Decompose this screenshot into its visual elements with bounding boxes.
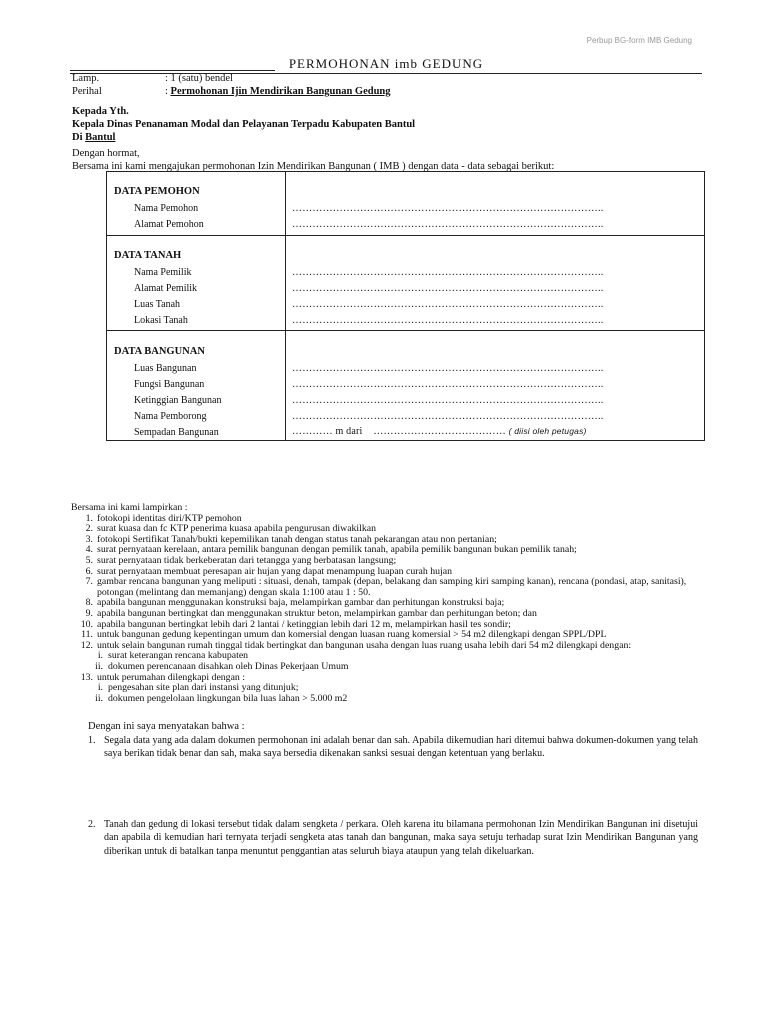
address-line-2: Kepala Dinas Penanaman Modal dan Pelayanan Terpadu Kabupaten Bantul (72, 119, 416, 130)
attachment-number: 9. (85, 607, 93, 619)
field-input-ketinggian-bangunan[interactable]: ……………………………………………………………………………….. (292, 395, 604, 406)
field-label-alamat-pemohon: Alamat Pemohon (134, 219, 204, 230)
attachment-text: gambar rencana bangunan yang meliputi : situasi, denah, tampak (depan, belakang dan samping kiri samping kanan), rencana (pondasi, atap, sanitasi), potongan (melintang dan memanjang) dengan skala 1:100 atau 1 : 50. (97, 576, 687, 598)
perihal-row (72, 85, 391, 98)
field-label-luas-tanah: Luas Tanah (134, 299, 181, 310)
perihal-label: Perihal (72, 86, 102, 97)
attachments-heading: Bersama ini kami lampirkan : (71, 502, 188, 513)
attachment-text: surat pernyataan tidak berkeberatan dari tetangga yang berbatasan langsung; (97, 554, 397, 566)
section-heading-pemohon: DATA PEMOHON (114, 186, 200, 197)
field-label-nama-pemborong: Nama Pemborong (134, 411, 207, 422)
attachment-number: 12. (80, 639, 93, 651)
declaration-number-2: 2. (88, 819, 96, 830)
document-header-note: Perbup BG-form IMB Gedung (586, 36, 692, 45)
sempadan-reference: ………………………………… (373, 426, 506, 437)
attachment-text: dokumen pengelolaan lingkungan bila luas lahan > 5.000 m2 (108, 692, 348, 704)
attachment-text: apabila bangunan menggunakan konstruksi baja, melampirkan gambar dan perhitungan konstruksi baja; (97, 597, 505, 609)
field-label-fungsi-bangunan: Fungsi Bangunan (134, 379, 205, 390)
field-input-lokasi-tanah[interactable]: ……………………………………………………………………………….. (292, 315, 604, 326)
declaration-text-2: Tanah dan gedung di lokasi tersebut tidak dalam sengketa / perkara. Oleh karena itu bilamana permohonan Izin Mendirikan Bangunan ini disetujui dan apabila di kemudian hari ternyata terjadi sengketa atas tanah dan bangunan, maka saya setuju terhadap surat Izin Mendirikan Bangunan yang diberikan untuk di batalkan tanpa menuntut penggantian atas seluruh biaya ataupun yang telah dikeluarkan. (104, 819, 698, 857)
lamp-label: Lamp. (72, 73, 100, 84)
meta-block (72, 72, 391, 98)
attachment-text: dokumen perencanaan disahkan oleh Dinas Pekerjaan Umum (108, 660, 349, 672)
attachment-number: 13. (80, 671, 93, 683)
field-label-sempadan-bangunan: Sempadan Bangunan (134, 427, 219, 438)
attachment-number: 7. (85, 576, 93, 588)
attachment-item (71, 577, 702, 598)
field-input-luas-bangunan[interactable]: ……………………………………………………………………………….. (292, 363, 604, 374)
declaration-point-1 (88, 734, 698, 761)
address-line-3 (72, 131, 415, 144)
attachment-number: 11. (81, 629, 93, 641)
attachment-text: untuk selain bangunan rumah tinggal tidak bertingkat dan bangunan usaha dengan luas ruang usaha lebih dari 54 m2 dilengkapi dengan: (97, 639, 632, 651)
declaration-heading: Dengan ini saya menyatakan bahwa : (88, 721, 245, 732)
field-input-fungsi-bangunan[interactable]: ……………………………………………………………………………….. (292, 379, 604, 390)
lamp-value: : 1 (satu) bendel (165, 73, 233, 84)
attachments-block (71, 503, 702, 704)
attachment-number: ii. (95, 692, 103, 704)
attachment-number: 8. (85, 597, 93, 609)
declaration-text-1: Segala data yang ada dalam dokumen permohonan ini adalah benar dan sah. Apabila dikemudian hari ditemui bahwa dokumen-dokumen yang telah saya berikan tidak benar dan sah, maka saya bersedia dikenakan sanksi sesuai dengan ketentuan yang berlaku. (104, 735, 698, 760)
address-line-1: Kepada Yth. (72, 106, 129, 117)
attachment-number: 5. (85, 554, 93, 566)
attachment-number: 3. (85, 533, 93, 545)
attachment-subitem (71, 694, 702, 705)
address-place: Bantul (85, 132, 116, 143)
attachment-text: surat pernyataan kerelaan, antara pemilik bangunan dengan pemilik tanah, apabila pemilik bangunan bukan pemilik tanah; (97, 544, 577, 556)
field-input-sempadan-bangunan[interactable] (292, 426, 587, 437)
lamp-row (72, 72, 391, 85)
data-form-table (106, 171, 705, 441)
field-label-luas-bangunan: Luas Bangunan (134, 363, 197, 374)
section-heading-bangunan: DATA BANGUNAN (114, 346, 205, 357)
intro-text: Bersama ini kami mengajukan permohonan Izin Mendirikan Bangunan ( IMB ) dengan data - data sebagai berikut: (72, 161, 555, 172)
declaration-point-2 (88, 818, 698, 858)
sempadan-distance: ………… m dari (292, 426, 363, 437)
intro-block (72, 147, 554, 173)
attachment-text: untuk bangunan gedung kepentingan umum dan komersial dengan luasan ruang komersial > 54 m2 dilengkapi dengan SPPL/DPL (97, 629, 607, 641)
attachments-sublist-12 (71, 651, 702, 672)
attachment-number: i. (97, 650, 103, 662)
field-input-nama-pemilik[interactable]: ……………………………………………………………………………….. (292, 267, 604, 278)
field-label-ketinggian-bangunan: Ketinggian Bangunan (134, 395, 222, 406)
document-title: PERMOHONAN imb GEDUNG (288, 56, 484, 71)
attachments-list (71, 514, 702, 652)
attachment-number: 10. (80, 618, 93, 630)
attachment-text: surat keterangan rencana kabupaten (108, 650, 249, 662)
attachment-number: i. (97, 682, 103, 694)
perihal-colon: : (165, 86, 171, 97)
address-prefix: Di (72, 132, 86, 143)
attachment-text: untuk perumahan dilengkapi dengan : (97, 671, 246, 683)
greeting: Dengan hormat, (72, 148, 140, 159)
attachment-number: 1. (85, 512, 93, 524)
field-input-nama-pemborong[interactable]: ……………………………………………………………………………….. (292, 411, 604, 422)
attachment-number: 4. (85, 544, 93, 556)
attachment-text: apabila bangunan bertingkat lebih dari 2 lantai / ketinggian lebih dari 12 m, melampirkan hasil tes sondir; (97, 618, 511, 630)
attachment-number: 6. (85, 565, 93, 577)
form-column-divider (285, 172, 286, 440)
field-label-lokasi-tanah: Lokasi Tanah (134, 315, 188, 326)
sempadan-note: ( diisi oleh petugas) (508, 426, 587, 436)
attachments-sublist-13 (71, 683, 702, 704)
attachment-text: surat pernyataan membuat peresapan air hujan yang dapat menampung luapan curah hujan (97, 565, 452, 577)
field-label-alamat-pemilik: Alamat Pemilik (134, 283, 198, 294)
address-block (72, 105, 415, 144)
attachment-text: apabila bangunan bertingkat dan menggunakan struktur beton, melampirkan gambar dan perhitungan beton; dan (97, 607, 537, 619)
attachment-text: surat kuasa dan fc KTP penerima kuasa apabila pengurusan diwakilkan (97, 523, 377, 535)
field-label-nama-pemohon: Nama Pemohon (134, 203, 199, 214)
attachment-text: pengesahan site plan dari instansi yang ditunjuk; (108, 682, 299, 694)
attachment-number: ii. (95, 660, 103, 672)
field-input-nama-pemohon[interactable]: ……………………………………………………………………………….. (292, 203, 604, 214)
form-row-divider-1 (107, 235, 704, 236)
field-input-alamat-pemilik[interactable]: ……………………………………………………………………………….. (292, 283, 604, 294)
form-row-divider-2 (107, 330, 704, 331)
attachment-text: fotokopi Sertifikat Tanah/bukti kepemilikan tanah dengan status tanah pekarangan atau non pertanian; (97, 533, 497, 545)
declaration-number-1: 1. (88, 735, 96, 746)
attachment-text: fotokopi identitas diri/KTP pemohon (97, 512, 242, 524)
perihal-value: Permohonan Ijin Mendirikan Bangunan Gedung (170, 86, 391, 97)
section-heading-tanah: DATA TANAH (114, 250, 182, 261)
attachment-number: 2. (85, 523, 93, 535)
field-input-alamat-pemohon[interactable]: ……………………………………………………………………………….. (292, 219, 604, 230)
field-label-nama-pemilik: Nama Pemilik (134, 267, 192, 278)
field-input-luas-tanah[interactable]: ……………………………………………………………………………….. (292, 299, 604, 310)
